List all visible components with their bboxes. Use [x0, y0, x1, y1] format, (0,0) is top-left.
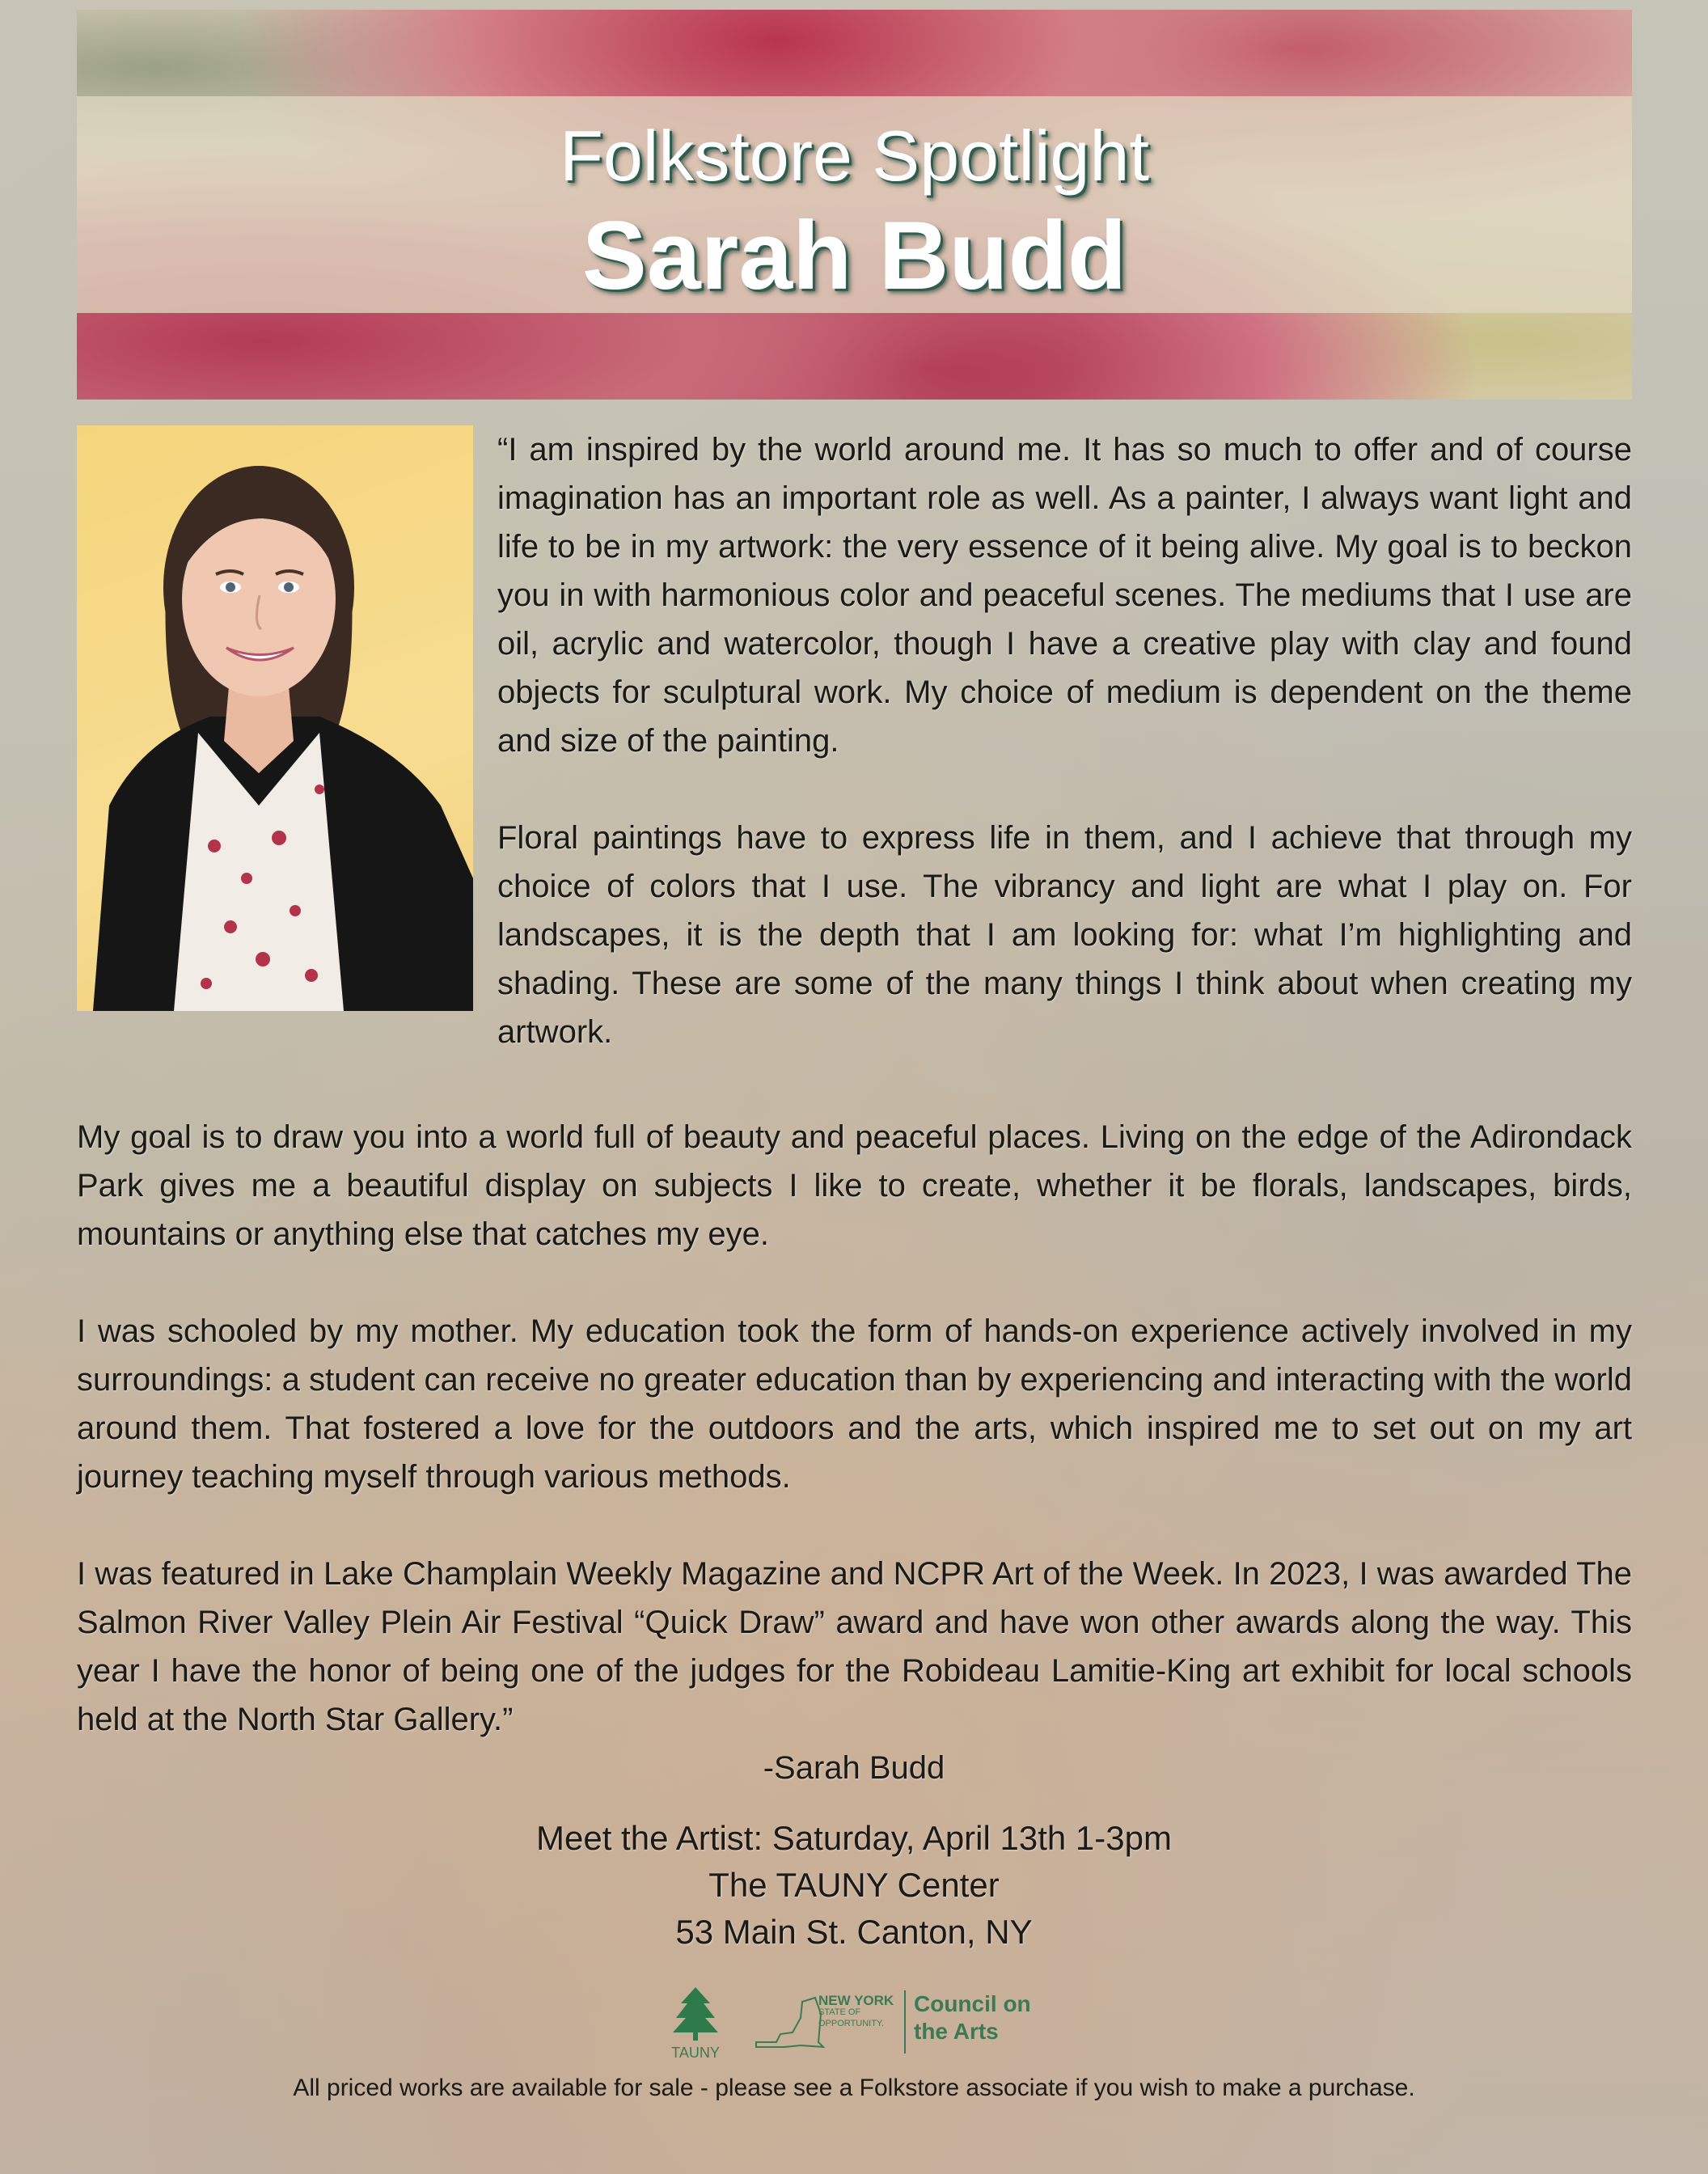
council-text	[914, 1990, 1031, 2045]
artist-name: Sarah Budd	[581, 201, 1127, 310]
tree-icon	[671, 1986, 720, 2042]
logo-divider	[904, 1990, 906, 2053]
nys-text-line-2: STATE OF	[818, 2007, 861, 2017]
event-address-line: 53 Main St. Canton, NY	[675, 1913, 1033, 1951]
header-banner	[77, 10, 1632, 400]
artist-portrait	[77, 425, 473, 1011]
council-text-line-1: Council on	[914, 1991, 1031, 2016]
tauny-logo	[671, 1986, 720, 2062]
new-york-state-icon	[752, 1994, 825, 2050]
nys-text-line-3: OPPORTUNITY.	[818, 2019, 884, 2028]
bio-paragraph-1: “I am inspired by the world around me. It has so much to offer and of course imagination has an important role as well. As a painter, I always want light and life to be in my artwork: the very essence of it being alive. My goal is to beckon you in with harmonious color and peaceful scenes. The mediums that I use are oil, acrylic and watercolor, though I have a creative play with clay and found objects for sculptural work. My choice of medium is dependent on the theme and size of the painting.	[497, 432, 1632, 759]
nys-text	[818, 1995, 894, 2029]
banner-title: Folkstore Spotlight	[560, 116, 1149, 196]
portrait-illustration	[77, 425, 473, 1011]
tauny-label: TAUNY	[671, 2045, 720, 2061]
bio-paragraph-3: My goal is to draw you into a world full of beauty and peaceful places. Living on the edge of the Adirondack Park gives me a beautiful display on subjects I like to create, whether it be florals, landscapes, birds, mountains or anything else that catches my eye.	[77, 1119, 1632, 1252]
event-venue-line: The TAUNY Center	[708, 1866, 1000, 1904]
event-date-line: Meet the Artist: Saturday, April 13th 1-3pm	[536, 1819, 1172, 1857]
bio-paragraph-5: I was featured in Lake Champlain Weekly Magazine and NCPR Art of the Week. In 2023, I was awarded The Salmon River Valley Plein Air Festival “Quick Draw” award and have won other awards along the way. This year I have the honor of being one of the judges for the Robideau Lamitie-King art exhibit for local schools held at the North Star Gallery.”	[77, 1556, 1632, 1737]
bio-paragraph-4: I was schooled by my mother. My education took the form of hands-on experience actively involved in my surroundings: a student can receive no greater education than by experiencing and interacting with the world around them. That fostered a love for the outdoors and the arts, which inspired me to set out on my art journey teaching myself through various methods.	[77, 1313, 1632, 1495]
nys-text-line-1: NEW YORK	[818, 1993, 894, 2008]
bio-paragraph-2: Floral paintings have to express life in them, and I achieve that through my choice of colors that I use. The vibrancy and light are what I play on. For landscapes, it is the depth that I am looking for: what I’m highlighting and shading. These are some of the many things I think about when creating my artwork.	[497, 820, 1632, 1050]
nys-logo	[752, 1994, 825, 2054]
signature: -Sarah Budd	[763, 1750, 945, 1786]
council-text-line-2: the Arts	[914, 2019, 999, 2044]
sponsor-logos	[663, 1986, 1043, 2066]
footer-sale-note: All priced works are available for sale - please see a Folkstore associate if you wish to make a purchase.	[293, 2075, 1415, 2101]
